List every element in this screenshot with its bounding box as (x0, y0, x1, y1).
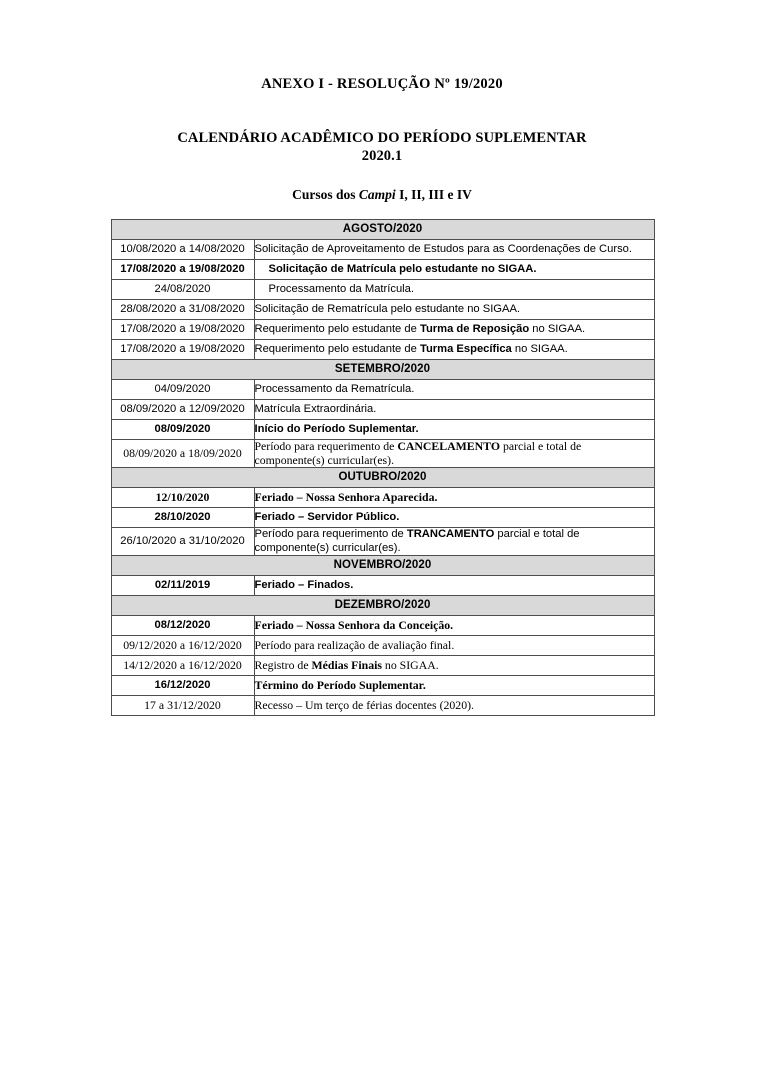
event-description-cell (254, 320, 654, 340)
description-emphasis: Início do Período Suplementar. (254, 423, 419, 435)
table-row (111, 280, 654, 300)
scope-line (0, 165, 764, 203)
description-text: Matrícula Extraordinária. (254, 403, 377, 415)
month-header-row (111, 596, 654, 616)
event-date-cell: 17 a 31/12/2020 (111, 696, 254, 716)
month-header-row (111, 556, 654, 576)
description-text: Processamento da Matrícula. (268, 283, 415, 295)
description-emphasis: Turma de Reposição (419, 323, 530, 335)
event-description-cell (254, 440, 654, 468)
table-row (111, 508, 654, 528)
description-emphasis: Feriado – Finados. (254, 579, 354, 591)
description-emphasis: Feriado – Servidor Público. (254, 511, 400, 523)
description-text: Solicitação de Aproveitamento de Estudos para as Coordenações de Curso. (254, 243, 632, 255)
description-emphasis: Turma Específica (419, 343, 512, 355)
calendar-table-body (111, 220, 654, 716)
scope-suffix: I, II, III e IV (395, 187, 472, 202)
event-description-cell (254, 696, 654, 716)
subtitle-line-2: 2020.1 (361, 148, 403, 164)
month-header-label: DEZEMBRO/2020 (111, 596, 654, 616)
description-emphasis: Término do Período Suplementar. (254, 678, 426, 692)
event-date-cell: 16/12/2020 (111, 676, 254, 696)
event-description-cell (254, 656, 654, 676)
event-date-cell: 28/08/2020 a 31/08/2020 (111, 300, 254, 320)
month-header-label: SETEMBRO/2020 (111, 360, 654, 380)
event-description-cell (254, 280, 654, 300)
event-date-cell: 04/09/2020 (111, 380, 254, 400)
description-emphasis: Solicitação de Matrícula pelo estudante no SIGAA. (268, 263, 537, 275)
month-header-label: AGOSTO/2020 (111, 220, 654, 240)
event-description-cell (254, 300, 654, 320)
description-text: no SIGAA. (529, 323, 586, 335)
table-row (111, 400, 654, 420)
event-date-cell: 08/09/2020 (111, 420, 254, 440)
event-date-cell: 12/10/2020 (111, 488, 254, 508)
description-text: Período para requerimento de (254, 439, 398, 453)
event-date-cell: 08/09/2020 a 12/09/2020 (111, 400, 254, 420)
document-subtitle (0, 92, 764, 165)
event-date-cell: 17/08/2020 a 19/08/2020 (111, 340, 254, 360)
event-description-cell (254, 636, 654, 656)
description-emphasis: TRANCAMENTO (406, 528, 495, 540)
table-row (111, 240, 654, 260)
month-header-label: NOVEMBRO/2020 (111, 556, 654, 576)
scope-italic-campi: Campi (358, 187, 396, 202)
event-date-cell: 02/11/2019 (111, 576, 254, 596)
description-text: Período para requerimento de (254, 528, 407, 540)
table-row (111, 260, 654, 280)
table-row (111, 420, 654, 440)
scope-prefix: Cursos dos (292, 187, 359, 202)
table-row (111, 616, 654, 636)
subtitle-line-1: CALENDÁRIO ACADÊMICO DO PERÍODO SUPLEMENTAR (177, 130, 587, 146)
description-text: Recesso – Um terço de férias docentes (2020). (254, 698, 474, 712)
academic-calendar-table (111, 219, 655, 716)
month-header-row (111, 468, 654, 488)
table-row (111, 380, 654, 400)
event-date-cell: 08/12/2020 (111, 616, 254, 636)
table-row (111, 320, 654, 340)
table-row (111, 528, 654, 556)
description-text: no SIGAA. (511, 343, 568, 355)
description-text: Registro de (254, 658, 312, 672)
event-description-cell (254, 508, 654, 528)
event-date-cell: 08/09/2020 a 18/09/2020 (111, 440, 254, 468)
description-emphasis: Feriado – Nossa Senhora Aparecida. (254, 490, 438, 504)
event-description-cell (254, 420, 654, 440)
month-header-label: OUTUBRO/2020 (111, 468, 654, 488)
event-date-cell: 09/12/2020 a 16/12/2020 (111, 636, 254, 656)
calendar-table-wrapper (111, 219, 654, 716)
table-row (111, 696, 654, 716)
description-text: no SIGAA. (381, 658, 439, 672)
event-description-cell (254, 616, 654, 636)
table-row (111, 576, 654, 596)
event-description-cell (254, 528, 654, 556)
event-date-cell: 17/08/2020 a 19/08/2020 (111, 260, 254, 280)
event-description-cell (254, 380, 654, 400)
description-emphasis: Médias Finais (311, 658, 382, 672)
page-title: ANEXO I - RESOLUÇÃO Nº 19/2020 (261, 76, 503, 92)
table-row (111, 340, 654, 360)
event-description-cell (254, 260, 654, 280)
table-row (111, 488, 654, 508)
event-description-cell (254, 576, 654, 596)
description-text: Processamento da Rematrícula. (254, 383, 415, 395)
event-date-cell: 14/12/2020 a 16/12/2020 (111, 656, 254, 676)
description-text: Requerimento pelo estudante de (254, 343, 420, 355)
event-description-cell (254, 340, 654, 360)
table-row (111, 300, 654, 320)
description-text: Requerimento pelo estudante de (254, 323, 420, 335)
event-date-cell: 17/08/2020 a 19/08/2020 (111, 320, 254, 340)
table-row (111, 656, 654, 676)
month-header-row (111, 220, 654, 240)
month-header-row (111, 360, 654, 380)
description-emphasis: Feriado – Nossa Senhora da Conceição. (254, 618, 454, 632)
event-description-cell (254, 488, 654, 508)
event-date-cell: 28/10/2020 (111, 508, 254, 528)
event-description-cell (254, 400, 654, 420)
description-text: Solicitação de Rematrícula pelo estudante no SIGAA. (254, 303, 521, 315)
event-date-cell: 10/08/2020 a 14/08/2020 (111, 240, 254, 260)
event-date-cell: 24/08/2020 (111, 280, 254, 300)
event-description-cell (254, 676, 654, 696)
description-text: parcial e total de componente(s) curricular(es). (254, 528, 580, 554)
table-row (111, 440, 654, 468)
description-emphasis: CANCELAMENTO (397, 439, 501, 453)
event-date-cell: 26/10/2020 a 31/10/2020 (111, 528, 254, 556)
table-row (111, 676, 654, 696)
description-text: parcial e total de componente(s) curricular(es). (254, 439, 582, 467)
event-description-cell (254, 240, 654, 260)
table-row (111, 636, 654, 656)
description-text: Período para realização de avaliação final. (254, 638, 455, 652)
